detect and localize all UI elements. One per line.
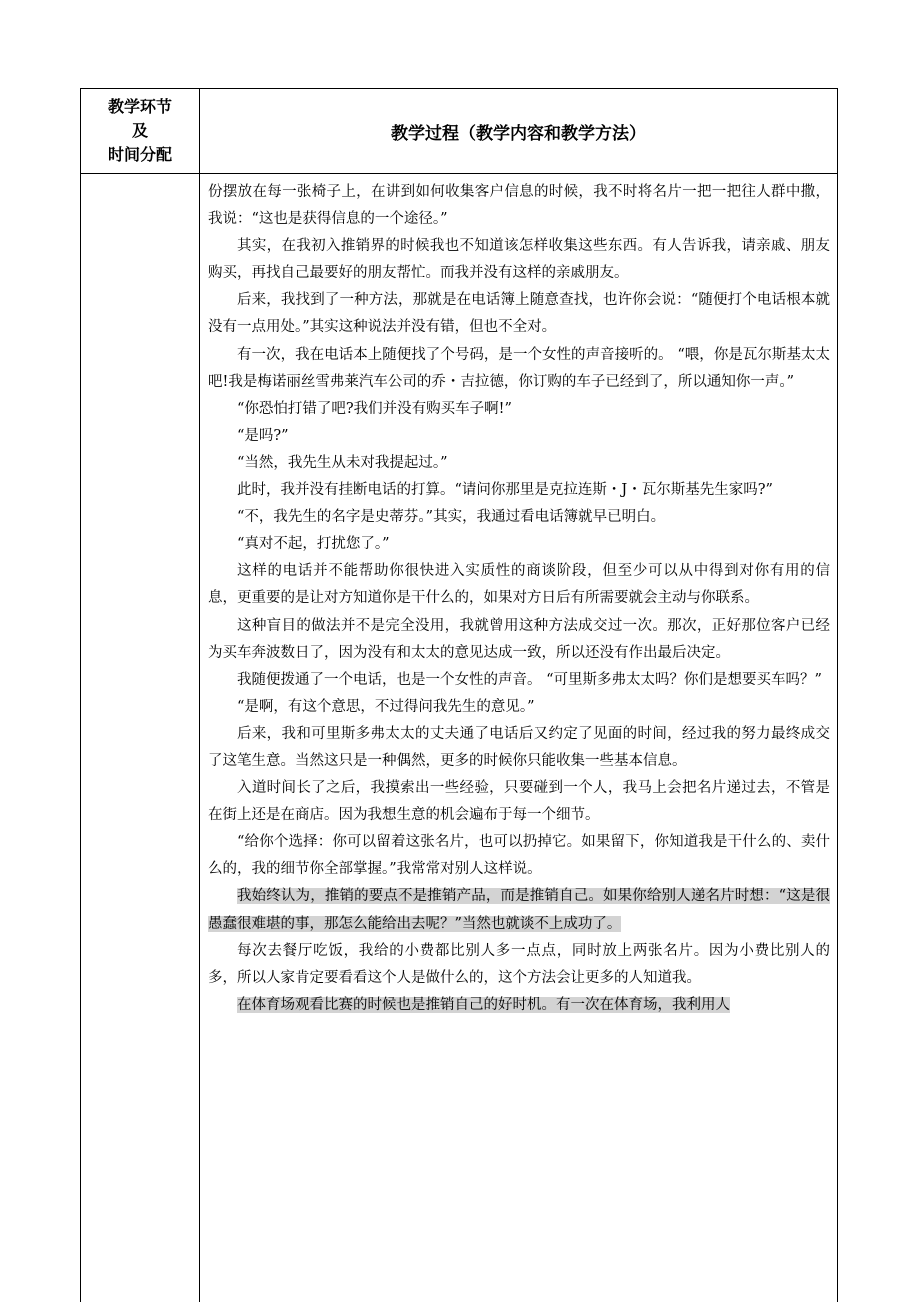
paragraph-text: “是吗?” xyxy=(237,427,289,444)
content-paragraph xyxy=(208,233,830,287)
content-paragraph xyxy=(208,450,830,477)
lesson-table xyxy=(80,88,838,1302)
paragraph-text: 其实，在我初入推销界的时候我也不知道该怎样收集这些东西。有人告诉我，请亲戚、朋友购买，再找自己最要好的朋友帮忙。而我并没有这样的亲戚朋友。 xyxy=(208,238,830,282)
content-paragraph xyxy=(208,179,830,233)
header-process: 教学过程（教学内容和教学方法） xyxy=(391,123,646,144)
paragraph-text: 我始终认为，推销的要点不是推销产品，而是推销自己。如果你给别人递名片时想：“这是很愚蠢很难堪的事，那怎么能给出去呢？”当然也就谈不上成功了。 xyxy=(208,888,830,932)
content-paragraph xyxy=(208,558,830,612)
header-stage-time xyxy=(81,89,199,173)
column-divider xyxy=(199,89,200,1302)
paragraph-text: 在体育场观看比赛的时候也是推销自己的好时机。有一次在体育场，我利用人 xyxy=(237,996,730,1013)
paragraph-text: 入道时间长了之后，我摸索出一些经验，只要碰到一个人，我马上会把名片递过去，不管是在街上还是在商店。因为我想生意的机会遍布于每一个细节。 xyxy=(208,780,830,824)
header-left-line: 及 xyxy=(131,121,148,140)
content-paragraph xyxy=(208,613,830,667)
content-paragraph xyxy=(208,531,830,558)
header-left-line: 教学环节 xyxy=(107,97,172,116)
paragraph-text: 此时，我并没有挂断电话的打算。“请问你那里是克拉连斯・J・瓦尔斯基先生家吗?” xyxy=(237,482,773,499)
paragraph-text: “当然，我先生从未对我提起过。” xyxy=(237,454,448,471)
content-paragraph xyxy=(208,992,830,1019)
paragraph-text: 每次去餐厅吃饭，我给的小费都比别人多一点点，同时放上两张名片。因为小费比别人的多，所以人家肯定要看看这个人是做什么的，这个方法会让更多的人知道我。 xyxy=(208,942,830,986)
paragraph-text: 这样的电话并不能帮助你很快进入实质性的商谈阶段，但至少可以从中得到对你有用的信息，更重要的是让对方知道你是干什么的，如果对方日后有所需要就会主动与你联系。 xyxy=(208,563,830,607)
content-paragraph xyxy=(208,667,830,694)
content-paragraph xyxy=(208,829,830,883)
content-paragraph xyxy=(208,342,830,396)
content-paragraph xyxy=(208,721,830,775)
content-paragraph xyxy=(208,694,830,721)
paragraph-text: 后来，我找到了一种方法，那就是在电话簿上随意查找，也许你会说：“随便打个电话根本就没有一点用处。”其实这种说法并没有错，但也不全对。 xyxy=(208,292,830,336)
paragraph-text: “不，我先生的名字是史蒂芬。”其实，我通过看电话簿就早已明白。 xyxy=(237,509,666,526)
content-paragraph xyxy=(208,287,830,341)
paragraph-text: “你恐怕打错了吧?我们并没有购买车子啊!” xyxy=(237,400,512,417)
header-left-line: 时间分配 xyxy=(107,145,172,164)
content-paragraph xyxy=(208,423,830,450)
content-paragraph xyxy=(208,775,830,829)
paragraph-text: 后来，我和可里斯多弗太太的丈夫通了电话后又约定了见面的时间，经过我的努力最终成交了这笔生意。当然这只是一种偶然，更多的时候你只能收集一些基本信息。 xyxy=(208,725,830,769)
content-paragraph xyxy=(208,504,830,531)
content-paragraph xyxy=(208,396,830,423)
paragraph-text: “是啊，有这个意思，不过得问我先生的意见。” xyxy=(237,698,535,715)
content-paragraph xyxy=(208,883,830,937)
header-divider xyxy=(81,173,837,174)
paragraph-text: 我随便拨通了一个电话，也是一个女性的声音。 “可里斯多弗太太吗？你们是想要买车吗？” xyxy=(237,671,822,688)
paragraph-text: 份摆放在每一张椅子上，在讲到如何收集客户信息的时候，我不时将名片一把一把往人群中撒，我说：“这也是获得信息的一个途径。” xyxy=(208,184,830,228)
paragraph-text: 这种盲目的做法并不是完全没用，我就曾用这种方法成交过一次。那次，正好那位客户已经为买车奔波数日了，因为没有和太太的意见达成一致，所以还没有作出最后决定。 xyxy=(208,617,830,661)
lesson-content xyxy=(208,179,830,1019)
content-paragraph xyxy=(208,938,830,992)
paragraph-text: “真对不起，打扰您了。” xyxy=(237,536,390,553)
content-paragraph xyxy=(208,477,830,504)
paragraph-text: “给你个选择：你可以留着这张名片，也可以扔掉它。如果留下，你知道我是干什么的、卖什么的，我的细节你全部掌握。”我常常对别人这样说。 xyxy=(208,834,830,878)
paragraph-text: 有一次，我在电话本上随便找了个号码，是一个女性的声音接听的。 “喂，你是瓦尔斯基太太吧!我是梅诺丽丝雪弗莱汽车公司的乔・吉拉德，你订购的车子已经到了，所以通知你一声。” xyxy=(208,346,830,390)
